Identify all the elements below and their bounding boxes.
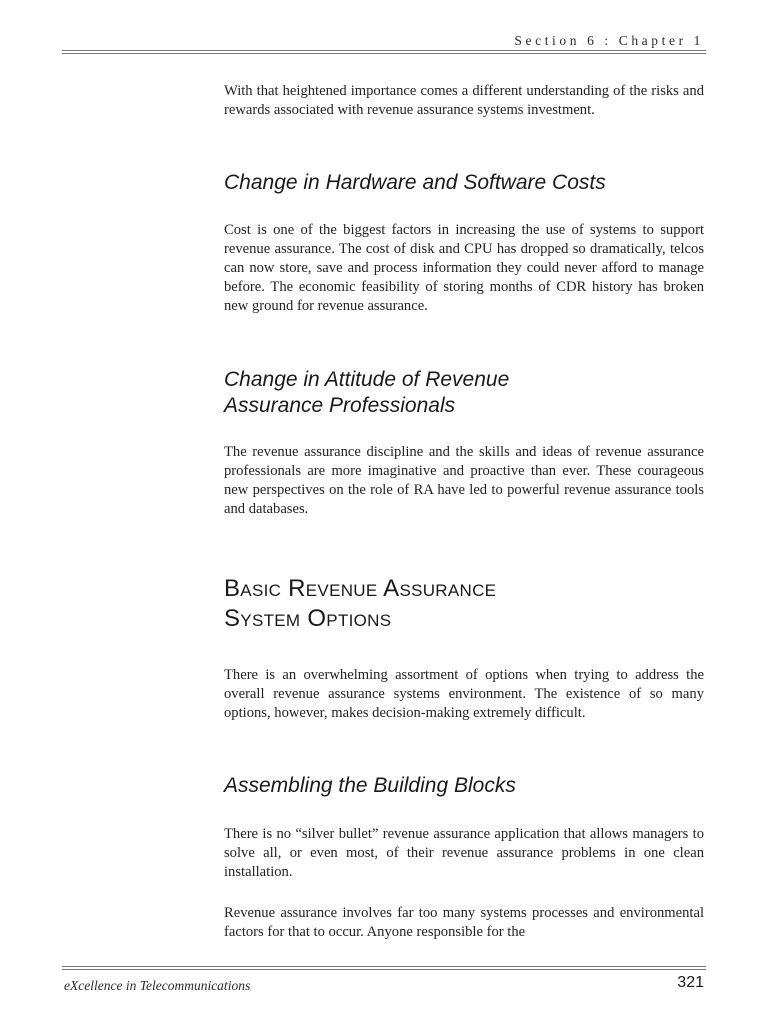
paragraph-silver-bullet: There is no “silver bullet” revenue assurance application that allows managers to solve all, or even most, of their revenue assurance problems in one clean installation. (224, 826, 704, 880)
running-head: Section 6 : Chapter 1 (514, 33, 704, 48)
footer-rule (62, 966, 706, 970)
heading-building-blocks: Assembling the Building Blocks (224, 774, 516, 797)
publication-title: eXcellence in Telecommunications (64, 978, 251, 993)
intro-paragraph: With that heightened importance comes a different understanding of the risks and rewards associated with revenue assurance systems investment. (224, 83, 704, 118)
header-rule (62, 50, 706, 54)
paragraph-involves-block (224, 904, 704, 942)
paragraph-attitude: The revenue assurance discipline and the skills and ideas of revenue assurance professionals are more imaginative and proactive than ever. These courageous new perspectives on the role of RA have led to powerful revenue assurance tools and databases. (224, 444, 704, 517)
heading-attitude (224, 367, 704, 419)
paragraph-hardware-block (224, 221, 704, 316)
paragraph-options: There is an overwhelming assortment of options when trying to address the overall revenue assurance systems environment. The existence of so many options, however, makes decision-making extremely difficult. (224, 667, 704, 721)
heading-hardware-software-costs: Change in Hardware and Software Costs (224, 171, 606, 194)
page-number: 321 (677, 974, 704, 991)
paragraph-involves: Revenue assurance involves far too many systems processes and environmental factors for that to occur. Anyone responsible for the (224, 905, 704, 940)
paragraph-attitude-block (224, 443, 704, 519)
section-heading (224, 574, 704, 634)
paragraph-hardware-costs: Cost is one of the biggest factors in increasing the use of systems to support revenue assurance. The cost of disk and CPU has dropped so dramatically, telcos can now store, save and process information they could never afford to manage before. The economic feasibility of storing months of CDR history has broken new ground for revenue assurance. (224, 222, 704, 314)
heading-attitude-block (224, 367, 704, 419)
section-heading-line2: System Options (224, 605, 392, 632)
heading-attitude-line2: Assurance Professionals (224, 394, 456, 417)
heading-hardware-block (224, 170, 704, 196)
heading-building-blocks-block (224, 773, 704, 799)
paragraph-options-block (224, 666, 704, 723)
paragraph-silver-bullet-block (224, 825, 704, 882)
intro-paragraph-block (224, 82, 704, 120)
section-heading-line1: Basic Revenue Assurance (224, 575, 497, 602)
section-heading-block (224, 574, 704, 634)
heading-attitude-line1: Change in Attitude of Revenue (224, 368, 510, 391)
